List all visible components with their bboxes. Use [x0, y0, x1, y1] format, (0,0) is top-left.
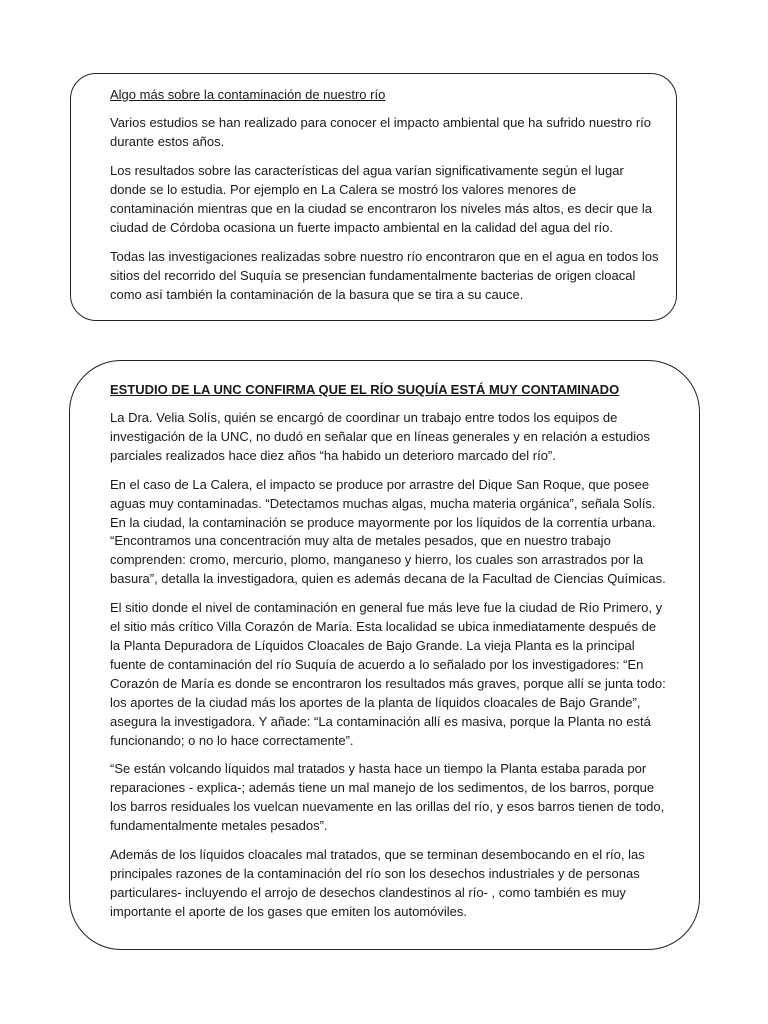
article-paragraph: El sitio donde el nivel de contaminación en general fue más leve fue la ciudad de Río Primero, y el sitio más crítico Villa Corazón de María. Esta localidad se ubica inmediatamente después de la Planta Depuradora de Líquidos Cloacales de Bajo Grande. La vieja Planta es la principal fuente de contaminación del río Suquía de acuerdo a lo señalado por los investigadores: “En Corazón de María es donde se encontraron los resultados más graves, porque allí se junta todo: los aportes de la ciudad más los aportes de la planta de líquidos cloacales de Bajo Grande”, asegura la investigadora. Y añade: “La contaminación allí es masiva, porque la Planta no está funcionando; o no lo hace correctamente”.	[110, 600, 666, 748]
article-box	[69, 360, 700, 950]
article-paragraph: Además de los líquidos cloacales mal tratados, que se terminan desembocando en el río, las principales razones de la contaminación del río son los desechos industriales y de personas particulares- incluyendo el arrojo de desechos clandestinos al río- , como también es muy importante el aporte de los gases que emiten los automóviles.	[110, 847, 645, 919]
article-paragraph: “Se están volcando líquidos mal tratados y hasta hace un tiempo la Planta estaba parada por reparaciones - explica-; además tiene un mal manejo de los sedimentos, de los barros, porque los barros residuales los vuelcan nuevamente en las orillas del río, y esos barros tienen de todo, fundamentalmente metales pesados”.	[110, 761, 665, 834]
summary-paragraph: Todas las investigaciones realizadas sobre nuestro río encontraron que en el agua en todos los sitios del recorrido del Suquía se presencian fundamentalmente bacterias de origen cloacal como así también la contaminación de la basura que se tira a su cauce.	[110, 249, 659, 302]
summary-title: Algo más sobre la contaminación de nuestro río	[110, 87, 386, 102]
summary-paragraph: Los resultados sobre las características del agua varían significativamente según el lugar donde se lo estudia. Por ejemplo en La Calera se mostró los valores menores de contaminación mientras que en la ciudad se encontraron los niveles más altos, es decir que la ciudad de Córdoba ocasiona un fuerte impacto ambiental en la calidad del agua del río.	[110, 163, 652, 235]
article-paragraph: La Dra. Velia Solís, quién se encargó de coordinar un trabajo entre todos los equipos de investigación de la UNC, no dudó en señalar que en líneas generales y en relación a estudios parciales realizados hace diez años “ha habido un deterioro marcado del río”.	[110, 410, 650, 463]
summary-paragraph: Varios estudios se han realizado para conocer el impacto ambiental que ha sufrido nuestro río durante estos años.	[110, 115, 652, 149]
summary-box	[70, 73, 677, 321]
article-paragraph: En el caso de La Calera, el impacto se produce por arrastre del Dique San Roque, que posee aguas muy contaminadas. “Detectamos muchas algas, mucha materia orgánica”, señala Solís. En la ciudad, la contaminación se produce mayormente por los líquidos de la correntía urbana. “Encontramos una concentración muy alta de metales pesados, que en nuestro trabajo comprenden: cromo, mercurio, plomo, manganeso y hierro, los cuales son arrastrados por la basura”, detalla la investigadora, quien es además decana de la Facultad de Ciencias Químicas.	[110, 476, 666, 587]
article-title: ESTUDIO DE LA UNC CONFIRMA QUE EL RÍO SUQUÍA ESTÁ MUY CONTAMINADO	[110, 382, 620, 397]
